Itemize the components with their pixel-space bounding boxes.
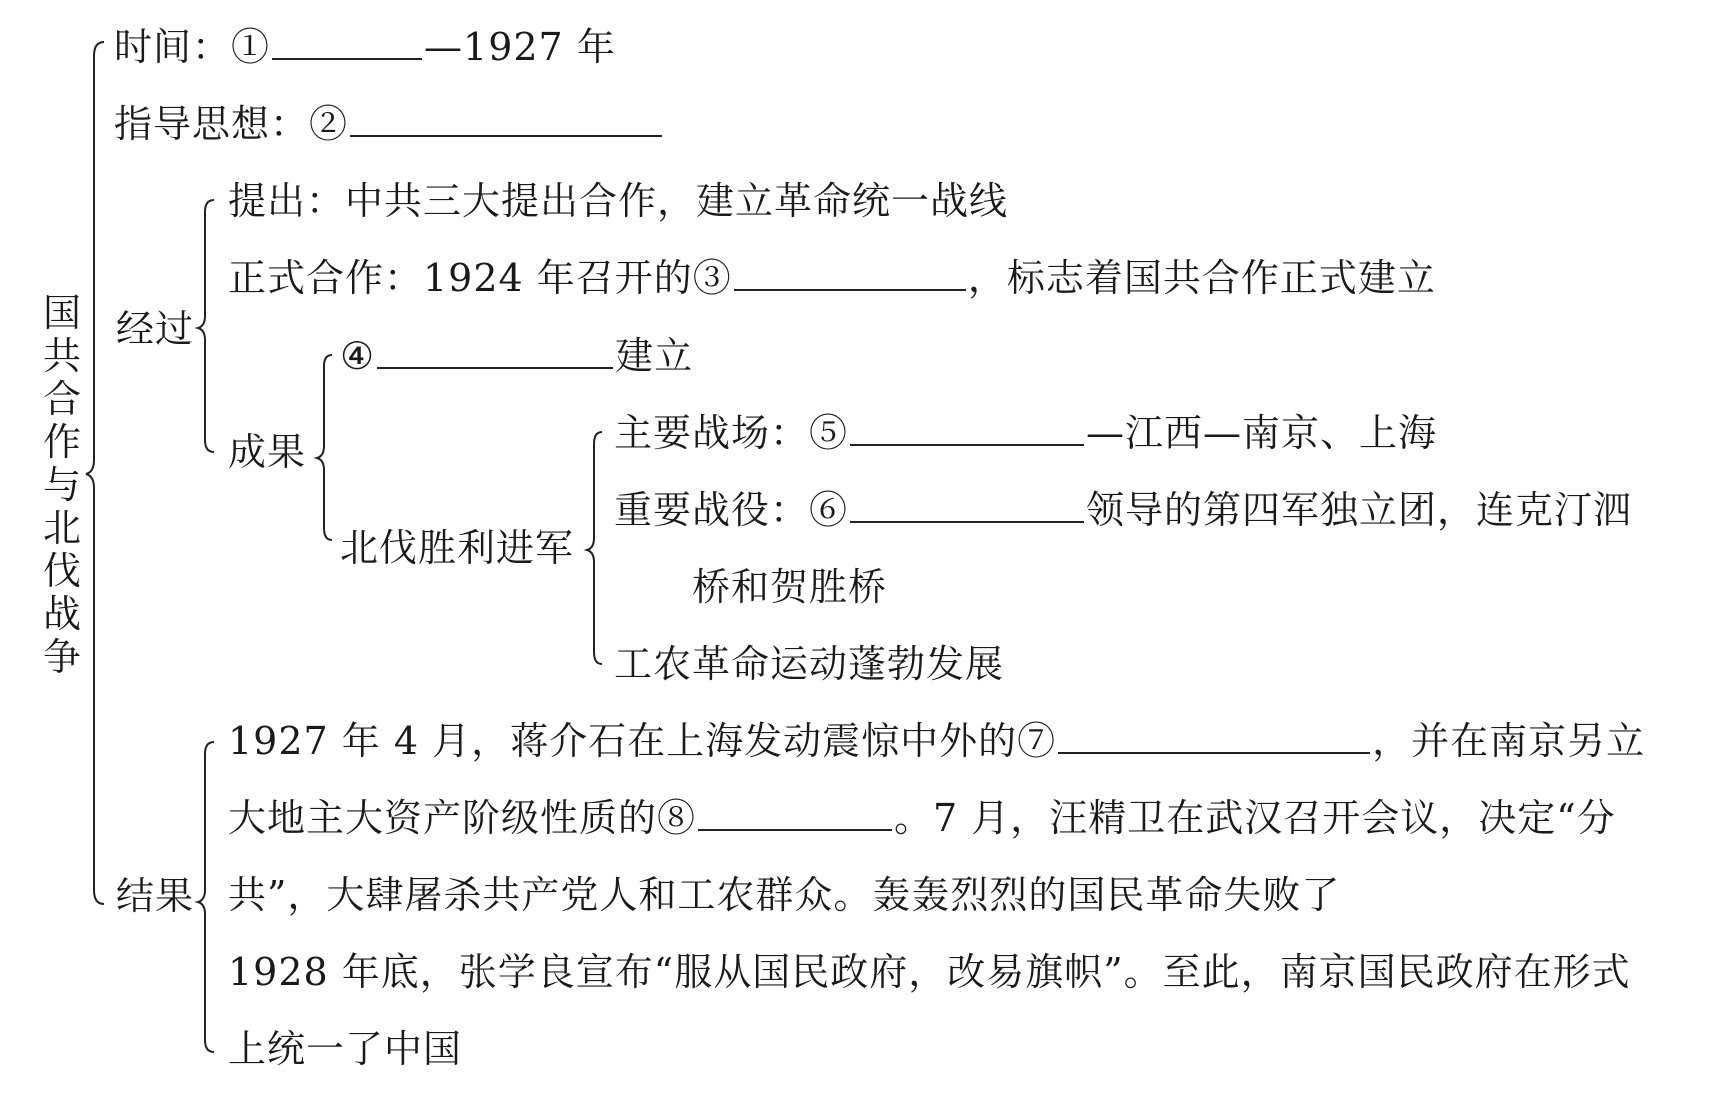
battle-suffix: 领导的第四军独立团，连克汀泗 [1086,488,1633,532]
time-label: 时间： [114,25,232,69]
time-row [114,24,616,70]
results-label: 成果 [228,430,307,474]
vertical-title: 国共合作与北伐战争 [42,291,81,679]
northern-expedition-label: 北伐胜利进军 [340,526,575,570]
battlefield-row [614,410,1437,456]
outcome-line1-prefix: 1927 年 4 月，蒋介石在上海发动震惊中外的 [228,719,1018,763]
process-brace [198,200,214,452]
battle-row [614,487,1632,533]
outcome-brace [198,742,214,1052]
battle-prefix: 重要战役： [614,488,810,532]
blank-number-3: ③ [692,256,732,300]
results-brace [317,355,332,540]
blank-8[interactable] [698,799,892,831]
blank-3[interactable] [734,259,966,291]
outcome-line-3: 共”，大肆屠杀共产党人和工农群众。轰轰烈烈的国民革命失败了 [228,873,1341,917]
outcome-line-4: 1928 年底，张学良宣布“服从国民政府，改易旗帜”。至此，南京国民政府在形式 [228,950,1631,994]
outcome-line-1 [228,718,1645,764]
blank-number-5: ⑤ [809,411,849,455]
movement-row: 工农革命运动蓬勃发展 [614,642,1005,686]
blank-number-2: ② [309,102,349,146]
main-brace [86,42,104,904]
outcome-line1-suffix: ，并在南京另立 [1372,719,1646,763]
blank-number-1: ① [231,25,271,69]
item4-row [340,333,693,379]
formal-prefix: 正式合作：1924 年召开的 [228,256,693,300]
guiding-thought-label: 指导思想： [114,102,310,146]
outcome-line2-suffix: 。7 月，汪精卫在武汉召开会议，决定“分 [894,796,1616,840]
blank-7[interactable] [1058,722,1370,754]
blank-5[interactable] [850,414,1084,446]
blank-4[interactable] [377,337,613,369]
blank-2[interactable] [350,105,662,137]
outcome-label: 结果 [116,874,195,918]
northern-brace [587,432,602,664]
blank-number-4: ④ [340,334,376,378]
process-label: 经过 [116,307,195,351]
blank-number-6: ⑥ [809,488,849,532]
formal-suffix: ，标志着国共合作正式建立 [967,256,1436,300]
blank-6[interactable] [850,491,1084,523]
time-suffix: —1927 年 [424,25,616,69]
battlefield-suffix: —江西—南京、上海 [1086,411,1438,455]
blank-number-7: ⑦ [1017,719,1057,763]
proposal-row: 提出：中共三大提出合作，建立革命统一战线 [228,179,1009,223]
blank-1[interactable] [272,28,422,60]
battlefield-prefix: 主要战场： [614,411,810,455]
guiding-thought-row [114,101,664,147]
outcome-line2-prefix: 大地主大资产阶级性质的 [228,796,658,840]
formal-cooperation-row [228,255,1436,301]
blank-number-8: ⑧ [657,796,697,840]
battle-row-line2: 桥和贺胜桥 [692,565,888,609]
outcome-line-2 [228,795,1616,841]
outcome-line-5: 上统一了中国 [228,1027,463,1071]
item4-suffix: 建立 [615,334,694,378]
